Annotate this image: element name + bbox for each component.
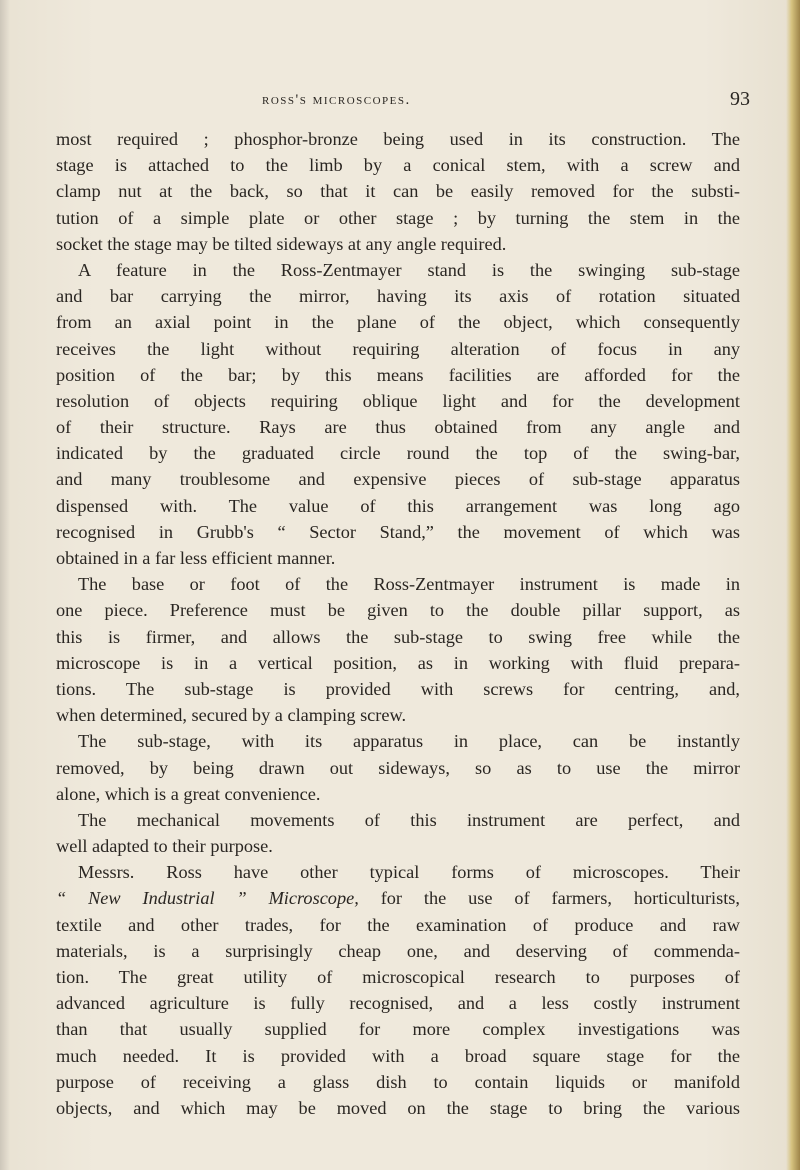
text-line: one piece. Preference must be given to the double pillar support, as — [56, 600, 740, 621]
text-line: resolution of objects requiring oblique light and for the development — [56, 390, 740, 411]
page-edge-shadow — [786, 0, 800, 1170]
text-line: well adapted to their purpose. — [56, 836, 273, 857]
text-line: much needed. It is provided with a broad square stage for the — [56, 1045, 740, 1066]
text-line: clamp nut at the back, so that it can be easily removed for the substi- — [56, 181, 740, 202]
text-line-remainder: for the use of farmers, horticulturists, — [380, 888, 740, 909]
page-gutter-shadow — [0, 0, 10, 1170]
text-line: textile and other trades, for the examination of produce and raw — [56, 914, 740, 935]
text-line: objects, and which may be moved on the stage to bring the various — [56, 1097, 740, 1118]
text-line: microscope is in a vertical position, as in working with fluid prepara- — [56, 652, 740, 673]
text-line-with-title — [56, 885, 740, 911]
microscope-title: “ New Industrial ” Microscope, — [56, 888, 359, 909]
body-text — [56, 126, 740, 1121]
text-line: dispensed with. The value of this arrangement was long ago — [56, 495, 740, 516]
text-line: most required ; phosphor-bronze being used in its construction. The — [56, 129, 740, 149]
text-line: alone, which is a great convenience. — [56, 783, 321, 804]
text-line: tion. The great utility of microscopical research to purposes of — [56, 967, 740, 987]
text-line: advanced agriculture is fully recognised, and a less costly instrument — [56, 993, 740, 1014]
text-line: than that usually supplied for more complex investigations was — [56, 1019, 740, 1040]
text-line: tions. The sub-stage is provided with screws for centring, and, — [56, 678, 740, 699]
text-line: when determined, secured by a clamping screw. — [56, 705, 407, 726]
text-line: this is firmer, and allows the sub-stage to swing free while the — [56, 626, 740, 647]
text-line: and many troublesome and expensive pieces of sub-stage apparatus — [56, 469, 740, 490]
text-line: of their structure. Rays are thus obtained from any angle and — [56, 417, 740, 438]
text-line: receives the light without requiring alteration of focus in any — [56, 338, 740, 359]
text-line: The mechanical movements of this instrument are perfect, and — [78, 809, 740, 830]
text-line: Messrs. Ross have other typical forms of microscopes. Their — [78, 862, 740, 883]
text-line: socket the stage may be tilted sideways at any angle required. — [56, 233, 507, 254]
text-line: materials, is a surprisingly cheap one, and deserving of commenda- — [56, 940, 740, 961]
text-line: from an axial point in the plane of the object, which consequently — [56, 312, 740, 333]
running-title: ross's microscopes. — [262, 92, 411, 108]
text-line: The base or foot of the Ross-Zentmayer instrument is made in — [78, 574, 740, 595]
page-header — [70, 88, 750, 116]
text-line: indicated by the graduated circle round the top of the swing-bar, — [56, 443, 740, 464]
text-line: position of the bar; by this means facilities are afforded for the — [56, 364, 740, 385]
text-line: stage is attached to the limb by a conical stem, with a screw and — [56, 155, 740, 176]
text-line: obtained in a far less efficient manner. — [56, 548, 336, 568]
text-line: The sub-stage, with its apparatus in place, can be instantly — [78, 731, 740, 752]
text-line: tution of a simple plate or other stage ; by turning the stem in the — [56, 207, 740, 228]
text-line: A feature in the Ross-Zentmayer stand is the swinging sub-stage — [78, 259, 740, 280]
text-line: purpose of receiving a glass dish to contain liquids or manifold — [56, 1071, 740, 1092]
text-line: and bar carrying the mirror, having its axis of rotation situated — [56, 286, 740, 307]
text-line: removed, by being drawn out sideways, so as to use the mirror — [56, 757, 740, 778]
text-line: recognised in Grubb's “ Sector Stand,” the movement of which was — [56, 521, 740, 542]
page-number: 93 — [730, 88, 750, 110]
